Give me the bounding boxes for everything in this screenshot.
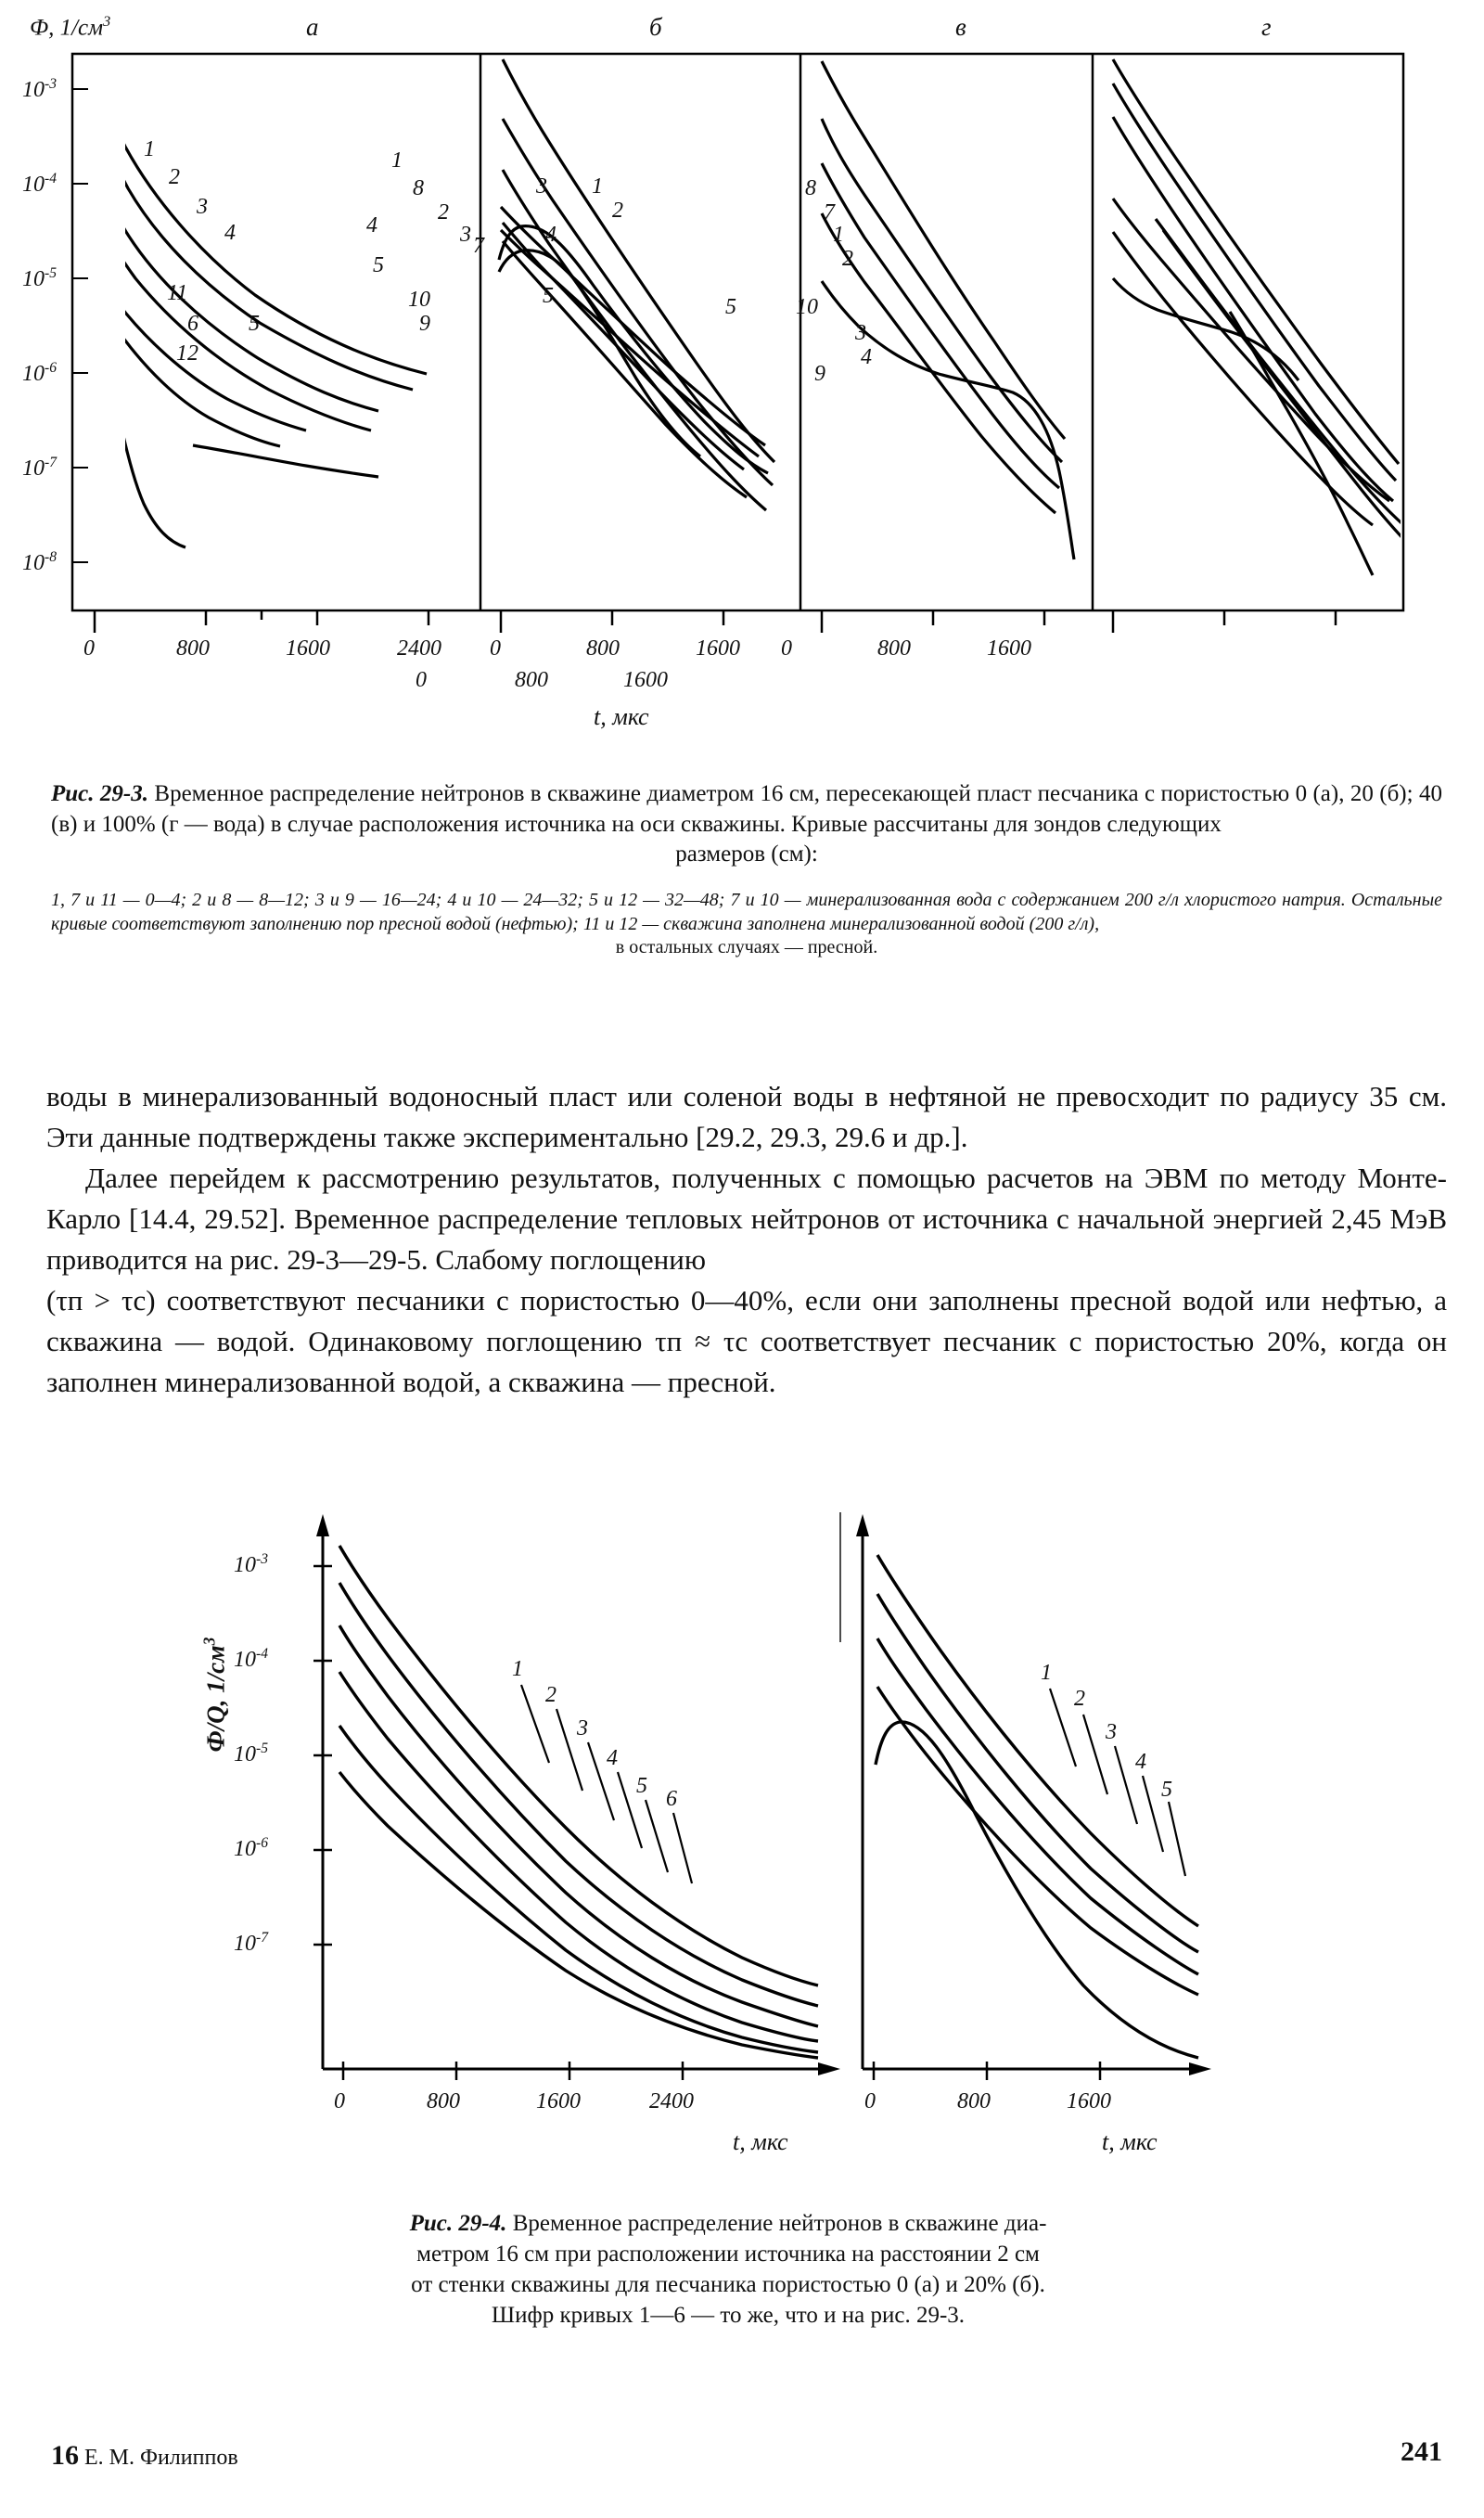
y-tick-1e-3: $10^{-3}$: [22, 76, 57, 102]
caption-text-29-3: Временное распределение нейтронов в скважине диаметром 16 см, пересекающей пласт песчаника с пористостью 0 (а), 20 (б); 40 (в) и 100% (г — вода) в случае расположения источника на оси скважины. Кривые рассчитаны для зондов следующих: [51, 781, 1442, 837]
curve-label-b-2: 2: [438, 200, 449, 225]
curve-label-v-2: 2: [612, 199, 623, 223]
body-text: [46, 1076, 1447, 1403]
fig2-curve-label-left-6: 6: [666, 1787, 677, 1811]
curve-label-v-1: 1: [592, 174, 603, 199]
curve-label-g-7: 7: [824, 200, 835, 225]
paragraph-2: Далее перейдем к рассмотрению результатов, полученных с помощью расчетов на ЭВМ по методу Монте-Карло [14.4, 29.52]. Временное распределение тепловых нейтронов от источника с начальной энергией 2,45 МэВ приводится на рис. 29-3—29-5. Слабому поглощению: [46, 1162, 1447, 1277]
curve-label-g-1: 1: [833, 223, 844, 247]
caption-29-4-line1: [213, 2208, 1243, 2239]
panel-letter-b: б: [649, 13, 662, 41]
curve-label-a-1: 1: [144, 137, 155, 161]
x-tick-g-1600: 1600: [987, 636, 1031, 661]
fig2-curve-label-left-1: 1: [512, 1657, 523, 1681]
page-number: 241: [1401, 2436, 1442, 2467]
curve-label-a-12: 12: [176, 341, 198, 366]
fig2-y-tick-1e-4: $10^{-4}$: [234, 1646, 268, 1672]
curve-label-g-2: 2: [842, 247, 853, 271]
fig2-curve-label-right-3: 3: [1106, 1720, 1117, 1744]
curve-label-b-5: 5: [373, 253, 384, 277]
figure-29-4: [199, 1494, 1308, 2162]
figure-29-3-caption: [51, 779, 1442, 870]
curve-label-g-5: 5: [725, 295, 736, 319]
y-tick-1e-6: $10^{-6}$: [22, 360, 57, 386]
caption-legend-line1: 1, 7 и 11 — 0—4; 2 и 8 — 8—12; 3 и 9 — 16—24; 4 и 10 — 24—32; 5 и 12 — 32—48; 7 и 10 — минерализованная вода с содержанием 200 г/л хлористого натрия. Остальные кривые соответствуют заполнению пор пресной водой (нефтью); 11 и 12 — скважина заполнена минерализованной водой (200 г/л),: [51, 890, 1442, 934]
curve-label-a-5: 5: [249, 312, 260, 336]
fig2-curve-label-right-2: 2: [1074, 1687, 1085, 1711]
curve-label-a-6: 6: [187, 312, 198, 336]
curve-label-g-8: 8: [805, 176, 816, 200]
curve-label-g-4: 4: [861, 345, 872, 369]
curve-label-b-3: 3: [460, 223, 471, 247]
curve-label-b-8: 8: [413, 176, 424, 200]
fig2-curve-label-left-2: 2: [545, 1683, 556, 1707]
fig2-y-tick-1e-5: $10^{-5}$: [234, 1741, 268, 1766]
figure-29-3-caption-legend: [51, 889, 1442, 960]
author-name: Е. М. Филиппов: [84, 2446, 238, 2470]
curve-label-b-10: 10: [408, 288, 430, 312]
y-tick-1e-7: $10^{-7}$: [22, 455, 57, 481]
fig2-curve-label-left-3: 3: [577, 1716, 588, 1741]
caption-29-4-line2: метром 16 см при расположении источника на расстоянии 2 см: [416, 2242, 1040, 2267]
fig2-curve-label-right-1: 1: [1041, 1661, 1052, 1685]
curve-label-g-10: 10: [796, 295, 818, 319]
curve-label-b-1: 1: [391, 148, 403, 173]
fig2-x-axis-label-right: t, мкс: [1102, 2128, 1158, 2155]
fig2-y-tick-1e-3: $10^{-3}$: [234, 1551, 268, 1577]
caption-29-4-text1: Временное распределение нейтронов в скважине диа-: [506, 2211, 1047, 2236]
x-tick-a-1600: 1600: [286, 636, 330, 661]
x-tick-a-800: 800: [176, 636, 210, 661]
x-tick-b-1600: 1600: [623, 668, 668, 692]
x-axis-label-t: t, мкс: [594, 703, 649, 730]
caption-label-29-4: Рис. 29-4.: [409, 2211, 507, 2236]
x-tick-v-1600: 1600: [696, 636, 740, 661]
caption-legend-line2: в остальных случаях — пресной.: [615, 937, 878, 958]
fig2-curve-label-left-5: 5: [636, 1774, 647, 1798]
x-tick-b-800: 800: [515, 668, 548, 692]
fig2-y-tick-1e-7: $10^{-7}$: [234, 1930, 268, 1956]
curve-label-a-2: 2: [169, 165, 180, 189]
x-tick-g-800: 800: [877, 636, 911, 661]
fig2-x-tick-right-0: 0: [864, 2089, 876, 2113]
curve-label-g-9: 9: [814, 362, 825, 386]
curve-label-v-5: 5: [543, 284, 554, 308]
x-tick-v-800: 800: [586, 636, 620, 661]
curve-label-a-4: 4: [224, 221, 236, 245]
fig2-x-axis-label-left: t, мкс: [733, 2128, 788, 2155]
curve-label-a-3: 3: [197, 195, 208, 219]
caption-29-4-line4: Шифр кривых 1—6 — то же, что и на рис. 29-3.: [491, 2303, 966, 2328]
y-tick-1e-4: $10^{-4}$: [22, 171, 57, 197]
fig2-curve-label-right-4: 4: [1135, 1750, 1146, 1774]
fig2-x-tick-right-1600: 1600: [1067, 2089, 1111, 2113]
chapter-number: 16: [51, 2440, 79, 2471]
figure-29-3: [22, 13, 1456, 730]
figure-29-4-plot: [213, 1494, 1308, 2171]
fig2-y-tick-1e-6: $10^{-6}$: [234, 1835, 268, 1861]
curve-label-a-11: 11: [167, 281, 188, 305]
caption-label-29-3: Рис. 29-3.: [51, 781, 148, 806]
fig2-x-tick-left-0: 0: [334, 2089, 345, 2113]
y-axis-label-phi-q: Ф/Q, $1/см^3$: [199, 1637, 230, 1753]
x-tick-v-0: 0: [490, 636, 501, 661]
y-axis-label-phi: Ф, $1/см^3$: [30, 13, 111, 41]
panel-letter-v: в: [955, 13, 966, 41]
curve-label-g-3: 3: [855, 321, 866, 345]
curve-label-v-4: 4: [545, 223, 556, 247]
panel-letter-g: г: [1261, 13, 1272, 41]
x-tick-b-0: 0: [416, 668, 427, 692]
caption-29-4-line3: от стенки скважины для песчаника пористостью 0 (а) и 20% (б).: [411, 2272, 1045, 2297]
x-tick-a-2400: 2400: [397, 636, 441, 661]
y-tick-1e-5: $10^{-5}$: [22, 265, 57, 291]
fig2-x-tick-right-800: 800: [957, 2089, 991, 2113]
y-tick-1e-8: $10^{-8}$: [22, 549, 57, 575]
fig2-x-tick-left-2400: 2400: [649, 2089, 694, 2113]
fig2-x-tick-left-800: 800: [427, 2089, 460, 2113]
figure-29-4-caption: [213, 2208, 1243, 2331]
fig2-curve-label-right-5: 5: [1161, 1778, 1172, 1802]
paragraph-1: воды в минерализованный водоносный пласт или соленой воды в нефтяной не превосходит по радиусу 35 см. Эти данные подтверждены также экспериментально [29.2, 29.3, 29.6 и др.].: [46, 1080, 1447, 1154]
fig2-x-tick-left-1600: 1600: [536, 2089, 581, 2113]
page-footer: [51, 2436, 1442, 2472]
fig2-curve-label-left-4: 4: [607, 1746, 618, 1770]
x-tick-g-0: 0: [781, 636, 792, 661]
curve-label-b-9: 9: [419, 312, 430, 336]
paragraph-3: (τп > τс) соответствуют песчаники с пористостью 0—40%, если они заполнены пресной водой или нефтью, а скважина — водой. Одинаковому поглощению τп ≈ τс соответствует песчаник с пористостью 20%, когда он заполнен минерализованной водой, а скважина — пресной.: [46, 1284, 1447, 1399]
caption-last-line-29-3: размеров (см):: [675, 841, 818, 867]
curve-label-b-7: 7: [473, 234, 484, 258]
curve-label-b-4: 4: [366, 213, 377, 238]
curve-label-v-3: 3: [536, 174, 547, 199]
figure-29-3-plot: [37, 17, 1456, 694]
panel-letter-a: а: [306, 13, 319, 41]
x-tick-a-0: 0: [83, 636, 95, 661]
